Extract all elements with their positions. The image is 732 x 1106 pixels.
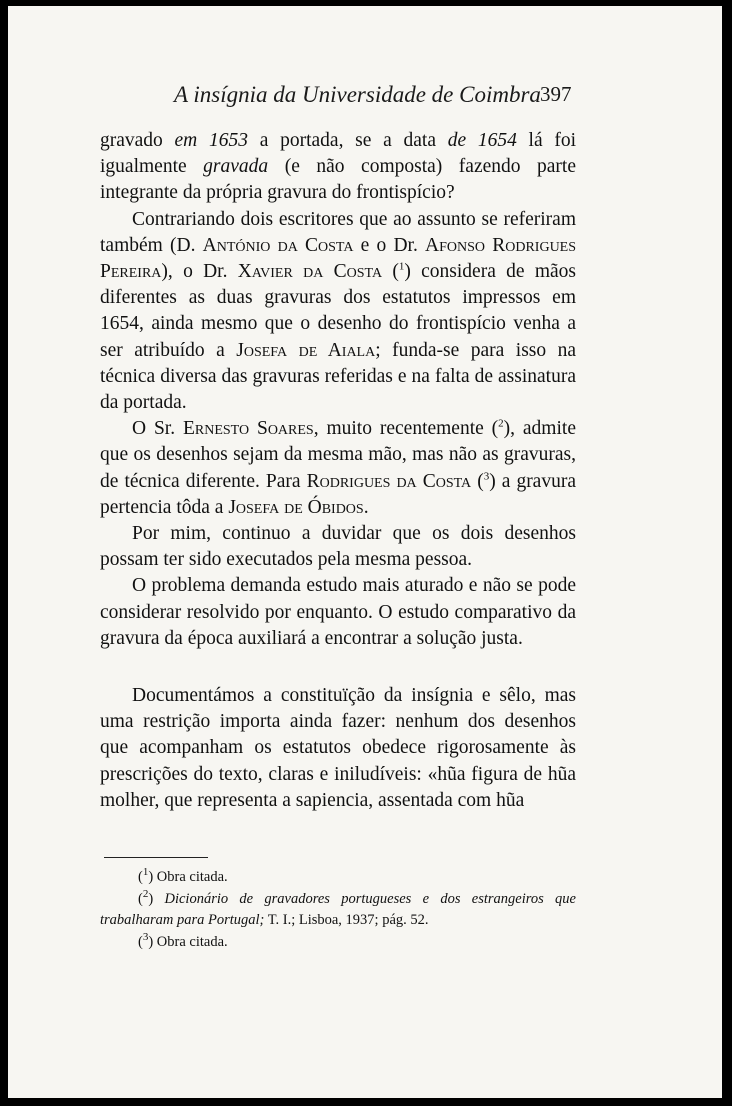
footnote-marker: 2 bbox=[142, 887, 149, 900]
text-run: ; funda-se para isso na técnica diversa das gravuras referidas e na falta de assinatura da portada. bbox=[100, 339, 577, 414]
text-run: ) a gravura pertencia tôda a bbox=[100, 470, 576, 518]
text-run: ( bbox=[471, 470, 484, 492]
paragraph bbox=[100, 683, 576, 814]
text-run: O Sr. bbox=[132, 418, 183, 440]
running-title: A insígnia da Universidade de Coimbra bbox=[174, 82, 541, 107]
name-small-caps: António da Costa bbox=[202, 234, 354, 256]
name-small-caps: Xavier da Costa bbox=[237, 261, 383, 283]
text-run: Documentámos a constituïção da insígnia e sêlo, mas uma restrição importa ainda fazer: nenhum dos desenhos que acompanham os estatutos obedece rigorosamente às prescrições do texto, claras e iniludíveis: «hũa figura de hũa molher, que representa a sapiencia, assentada com hũa bbox=[100, 685, 576, 811]
text-run: Contrariando dois escritores que ao assunto se referiram também (D. bbox=[100, 208, 576, 256]
book-page bbox=[8, 6, 722, 1098]
footnote-divider bbox=[104, 857, 208, 858]
section-break bbox=[100, 652, 576, 683]
text-run: ) considera de mãos diferentes as duas gravuras dos estatutos impressos em 1654, ainda mesmo que o desenho do frontispício venha a ser atribuído a bbox=[100, 261, 576, 361]
text-run: ), admite que os desenhos sejam da mesma mão, mas não as gravuras, de técnica diferente. Para bbox=[100, 418, 576, 492]
name-small-caps: Rodrigues da Costa bbox=[306, 470, 472, 492]
text-run: T. I.; Lisboa, 1937; pág. 52. bbox=[264, 912, 429, 928]
text-run: (e não composta) fazendo parte integrante da própria gravura do frontispício? bbox=[100, 156, 577, 204]
footnote bbox=[100, 867, 576, 889]
name-small-caps: Ernesto Soares bbox=[182, 418, 314, 440]
page-number: 397 bbox=[540, 82, 572, 106]
footnote bbox=[100, 932, 576, 954]
text-run: ( bbox=[138, 933, 143, 950]
body-text bbox=[100, 128, 576, 814]
text-run: , muito recentemente ( bbox=[313, 418, 499, 440]
text-run: a portada, se a data bbox=[248, 130, 448, 151]
italic-text: gravada bbox=[203, 156, 269, 178]
text-run: O problema demanda estudo mais aturado e não se pode considerar resolvido por enquanto. O estudo comparativo da gravura da época auxiliará a encontrar a solução justa. bbox=[100, 575, 576, 649]
name-small-caps: Afonso Rodrigues Pereira bbox=[100, 234, 577, 283]
text-run: gravado bbox=[100, 130, 175, 151]
text-run: e o Dr. bbox=[353, 234, 426, 256]
page-header bbox=[8, 82, 722, 112]
text-run: . bbox=[363, 496, 369, 518]
italic-text: em 1653 bbox=[174, 130, 248, 151]
footnote-marker: 3 bbox=[142, 930, 149, 943]
text-run: Por mim, continuo a duvidar que os dois desenhos possam ter sido executados pela mesma pessoa. bbox=[100, 523, 576, 571]
footnote-marker: 1 bbox=[398, 260, 405, 273]
footnote bbox=[100, 889, 576, 932]
text-run: ( bbox=[138, 890, 143, 907]
name-small-caps: Josefa de Óbidos bbox=[228, 496, 364, 518]
name-small-caps: Josefa de Aiala bbox=[236, 339, 376, 361]
text-run: ( bbox=[138, 869, 143, 885]
footnote-marker: 1 bbox=[142, 866, 149, 879]
paragraph bbox=[100, 207, 576, 417]
text-run: ), o Dr. bbox=[161, 261, 238, 283]
text-run: ) bbox=[148, 890, 165, 907]
text-run: lá foi igualmente bbox=[100, 130, 576, 178]
text-run: ) Obra citada. bbox=[148, 869, 228, 885]
footnote-marker: 2 bbox=[498, 417, 504, 430]
paragraph bbox=[100, 521, 576, 573]
text-run: ) Obra citada. bbox=[148, 933, 228, 950]
paragraph bbox=[100, 573, 576, 652]
italic-text: Dicionário de gravadores portugueses e dos estrangeiros que trabalharam para Portugal; bbox=[100, 890, 576, 928]
footnote-marker: 3 bbox=[483, 470, 490, 483]
italic-text: de 1654 bbox=[447, 130, 517, 151]
footnotes bbox=[100, 867, 576, 953]
paragraph bbox=[100, 416, 576, 521]
text-run: ( bbox=[382, 261, 399, 283]
paragraph bbox=[100, 128, 576, 207]
